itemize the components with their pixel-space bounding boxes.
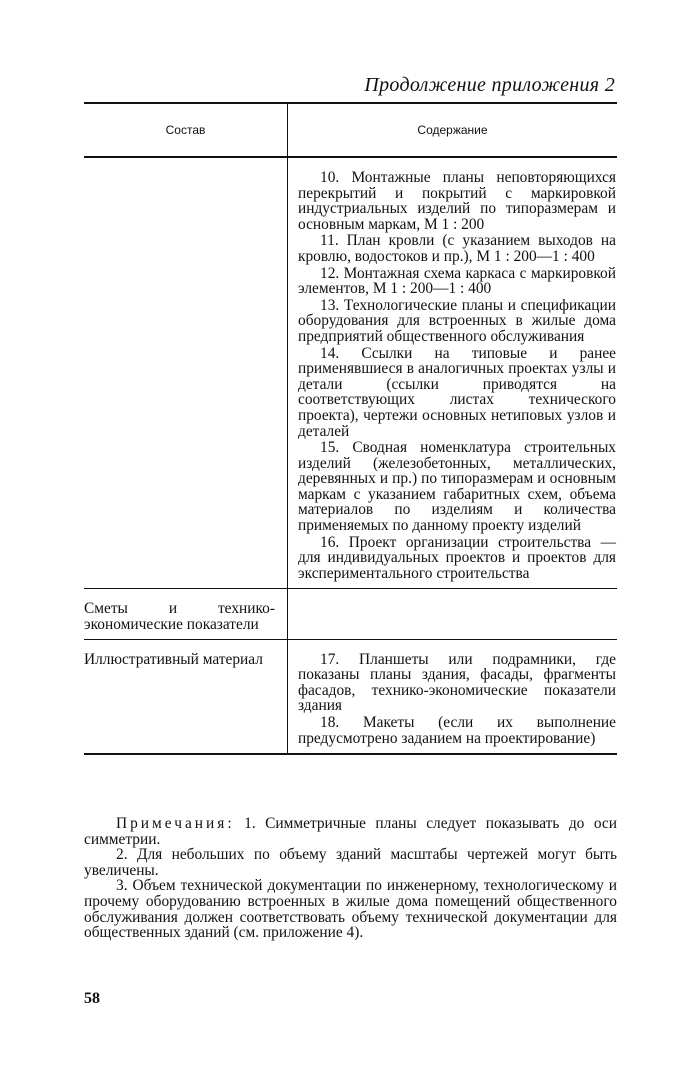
notes <box>84 816 617 941</box>
appendix-table <box>84 102 617 755</box>
header-composition: Состав <box>165 123 206 137</box>
list-item: 14. Ссылки на типовые и ранее применявшиеся в аналогичных проектах узлы и детали (ссылки приводятся на соответствующих листах технического проекта), чертежи основных нетиповых узлов и деталей <box>298 344 616 440</box>
table-header <box>84 104 617 158</box>
content-cell <box>287 158 616 588</box>
list-item: 15. Сводная номенклатура строительных изделий (железобетонных, металлических, деревянных и пр.) по типоразмерам и основным маркам с указанием габаритных схем, объема материалов по изделиям и количества применяемых по данному проекту изделий <box>298 439 616 535</box>
table-row <box>84 589 617 639</box>
list-item: 16. Проект организации строительства — для индивидуальных проектов и проектов для экспериментального строительства <box>298 533 616 582</box>
table-row <box>84 158 617 589</box>
note-3: 3. Объем технической документации по инженерному, технологическому и прочему оборудованию встроенных в жилые дома помещений общественного обслуживания должен соответствовать объему технической документации для общественных зданий (см. приложение 4). <box>84 877 617 942</box>
composition-cell: Иллюстративный материал <box>84 650 263 668</box>
notes-label: Примечания: <box>116 815 235 832</box>
list-item: 10. Монтажные планы неповторяющихся перекрытий и покрытий с маркировкой индустриальных изделий по типоразмерам и основным маркам, М 1 : 200 <box>298 169 616 233</box>
running-head: Продолжение приложения 2 <box>364 74 615 96</box>
composition-cell <box>84 158 287 588</box>
list-item: 17. Планшеты или подрамники, где показаны планы здания, фасады, фрагменты фасадов, технико-экономические показатели здания <box>298 650 616 715</box>
composition-cell: Сметы и технико-экономические показатели <box>84 600 275 634</box>
header-content: Содержание <box>287 104 617 156</box>
content-cell <box>287 640 616 754</box>
note-2: 2. Для небольших по объему зданий масштабы чертежей могут быть увеличены. <box>84 846 617 879</box>
list-item: 18. Макеты (если их выполнение предусмотрено заданием на проектирование) <box>298 714 616 747</box>
note-1-text: 1. Симметричные планы следует показывать до оси симметрии. <box>84 815 617 848</box>
list-item: 11. План кровли (с указанием выходов на кровлю, водостоков и пр.), М 1 : 200—1 : 400 <box>298 232 616 265</box>
note-1 <box>84 816 617 847</box>
page-number: 58 <box>84 990 100 1007</box>
table-row <box>84 640 617 756</box>
list-item: 13. Технологические планы и спецификации оборудования для встроенных в жилые дома предприятий общественного обслуживания <box>298 296 616 345</box>
content-cell <box>287 589 616 638</box>
list-item: 12. Монтажная схема каркаса с маркировкой элементов, М 1 : 200—1 : 400 <box>298 264 616 298</box>
